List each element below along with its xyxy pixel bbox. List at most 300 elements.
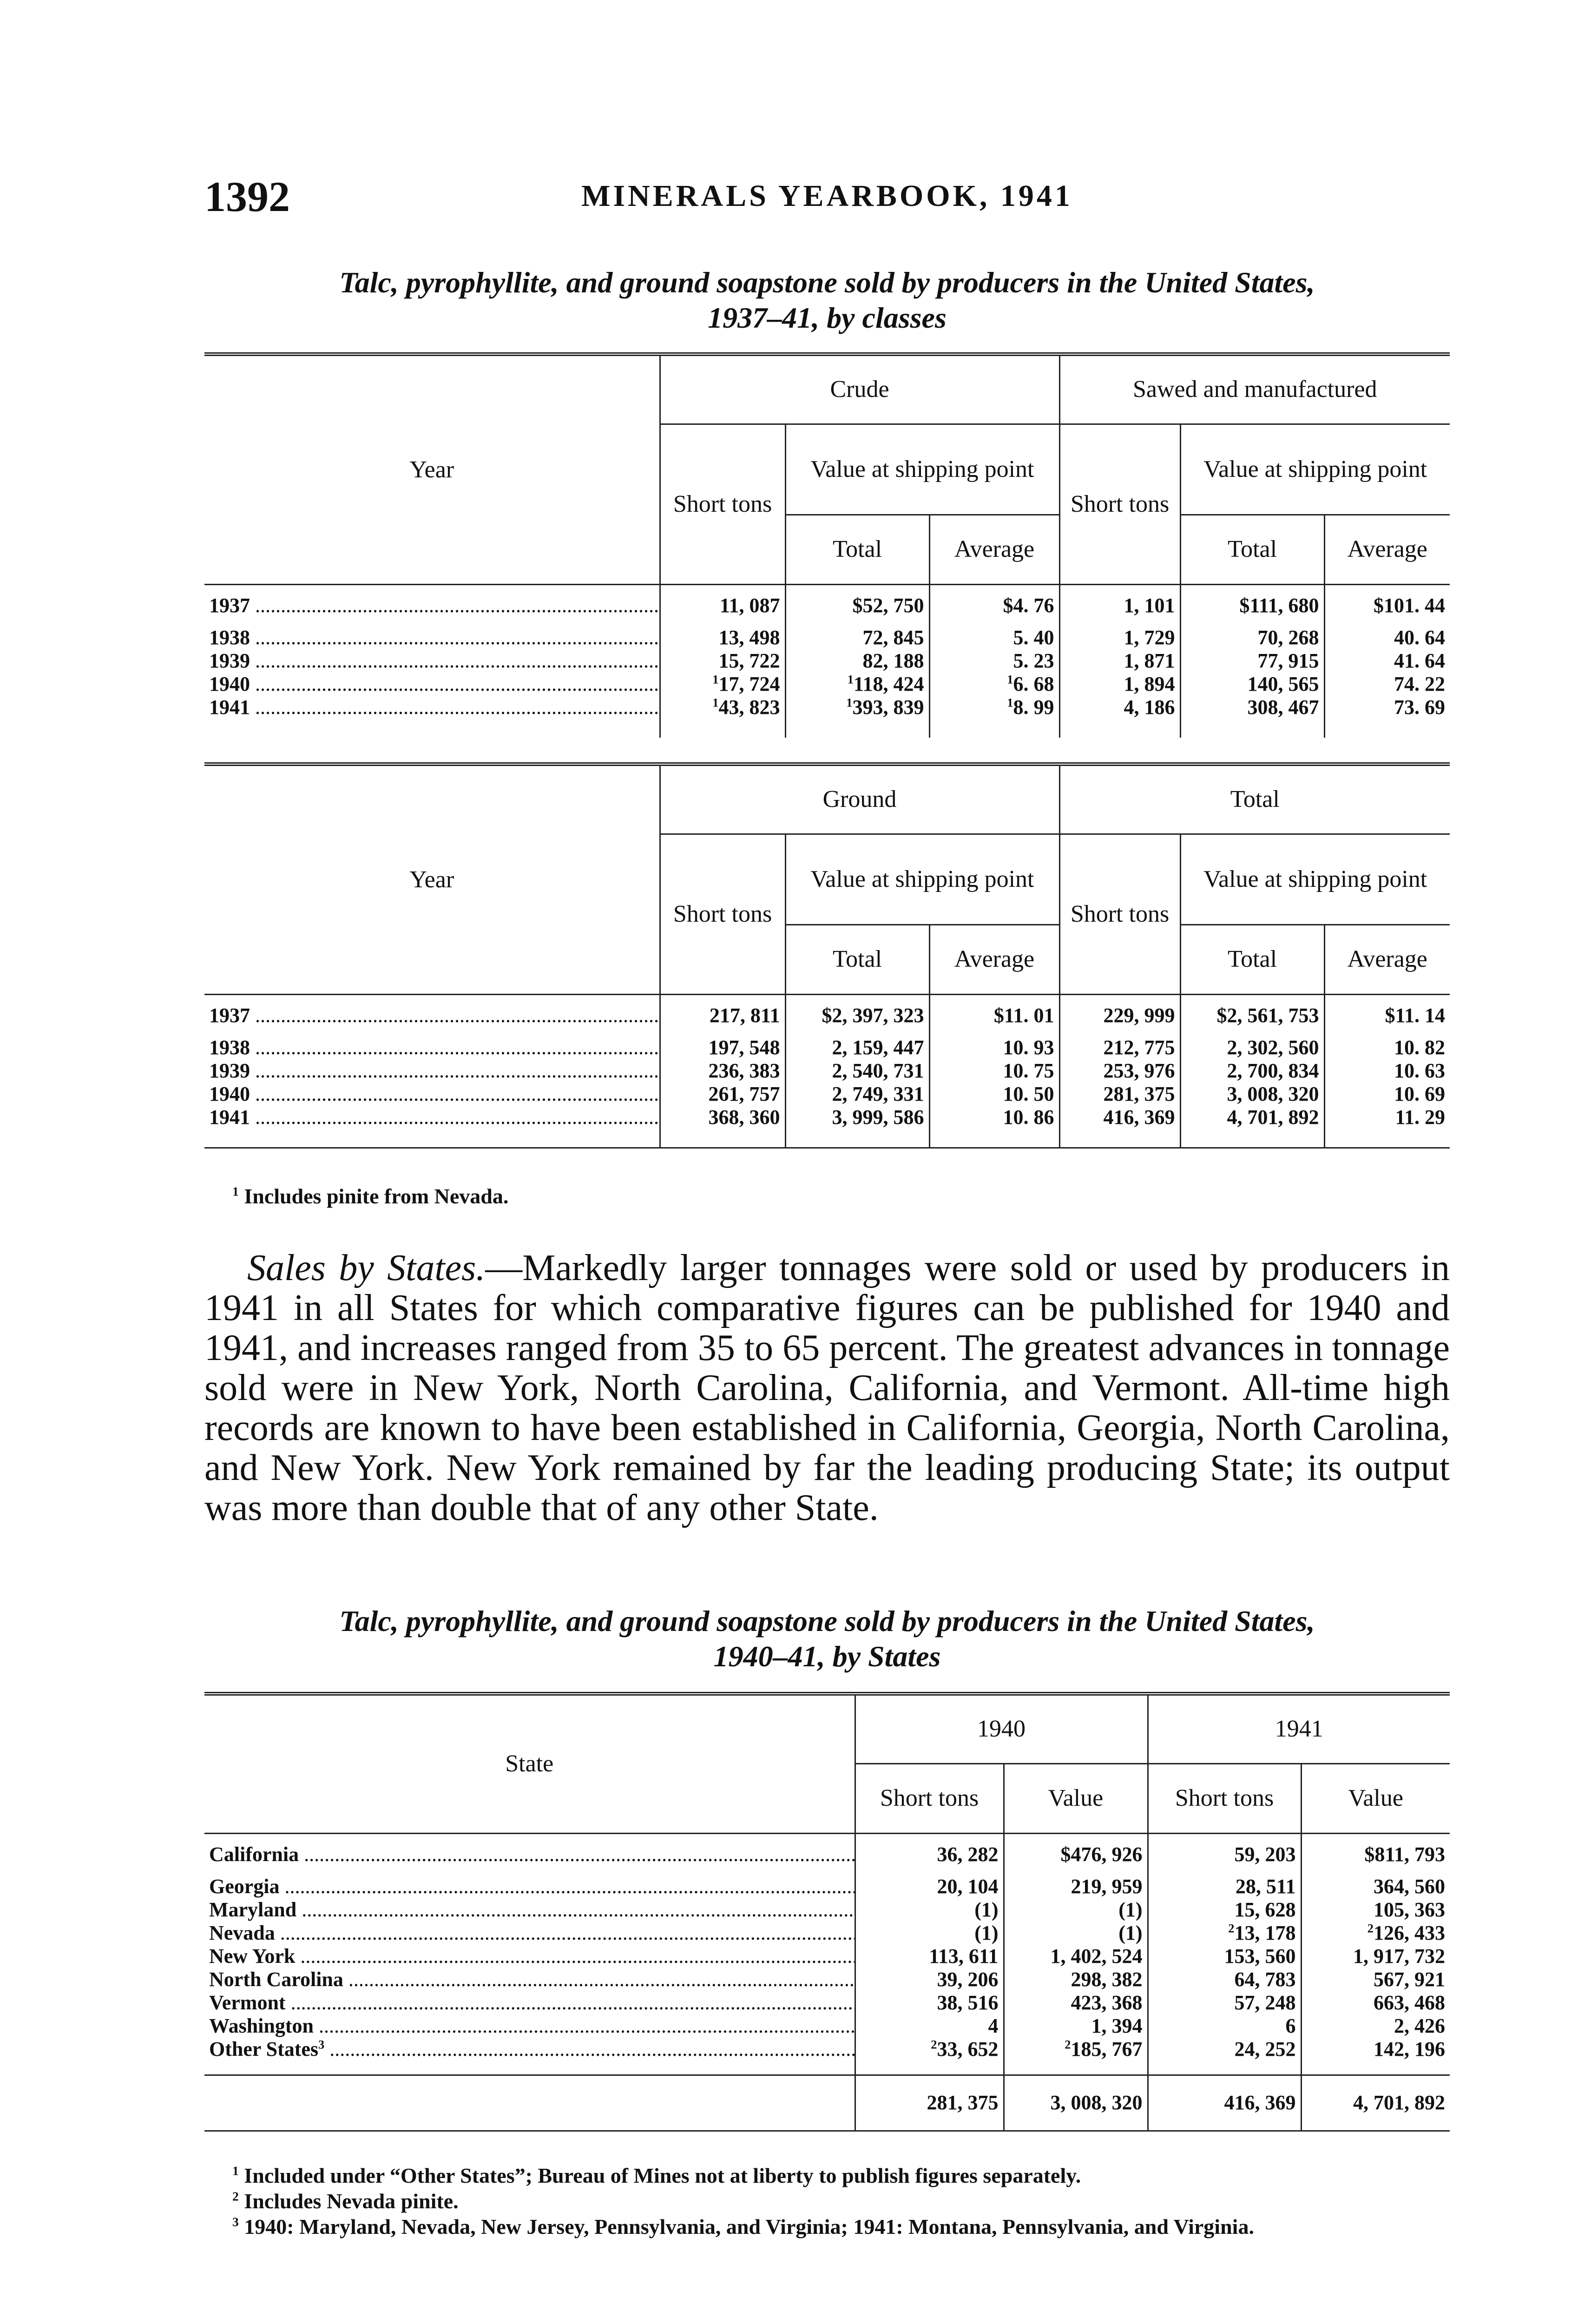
crude-total-cell-footnote-mark: 1 — [847, 672, 854, 687]
value-1941-cell — [1301, 2038, 1450, 2061]
year-cell-text: 1939 — [209, 649, 250, 672]
sawed-total-cell — [1180, 649, 1324, 673]
year-cell-text: 1940 — [209, 1083, 250, 1105]
sawed-group-header: Sawed and manufactured — [1059, 354, 1450, 424]
total-tons-1941: 416, 369 — [1148, 2075, 1301, 2131]
total-avg-cell-value: $11. 14 — [1385, 1004, 1446, 1027]
value-1940-cell-value: $476, 926 — [1060, 1842, 1143, 1866]
state-cell-label — [209, 1945, 855, 1967]
tons-1941-cell — [1148, 1921, 1301, 1945]
footnote-text: 1940: Maryland, Nevada, New Jersey, Pennsylvania, and Virginia; 1941: Montana, Pennsylvania, and Virginia. — [244, 2215, 1254, 2238]
crude-total-header: Total — [785, 515, 929, 584]
state-cell — [204, 2038, 855, 2061]
ground-total-cell — [785, 1036, 929, 1059]
value-1940-cell-footnote-mark: 2 — [1065, 2037, 1071, 2052]
crude-total-cell-value: 82, 188 — [862, 649, 924, 672]
year-cell-label — [209, 626, 660, 649]
tons-1940-cell-value: 113, 611 — [929, 1945, 999, 1967]
table2-row — [204, 1968, 1450, 1991]
table1a-row — [204, 673, 1450, 696]
value-1940-cell — [1004, 2014, 1148, 2038]
total-tons-cell — [1059, 994, 1180, 1036]
sawed-total-header: Total — [1180, 515, 1324, 584]
tons-1941-cell — [1148, 2038, 1301, 2061]
year-cell-text: 1940 — [209, 673, 250, 695]
footnote-text: Includes pinite from Nevada. — [244, 1184, 509, 1208]
table1a-row — [204, 649, 1450, 673]
table1b-spacer — [204, 1129, 1450, 1148]
year-cell-label — [209, 1106, 660, 1129]
table1-caption-line2: 1937–41, by classes — [708, 301, 947, 334]
year-cell-label — [209, 696, 660, 719]
value-1941-cell-value: 364, 560 — [1374, 1875, 1445, 1898]
state-cell — [204, 1968, 855, 1991]
crude-avg-cell — [929, 696, 1059, 719]
state-cell-footnote-mark: 3 — [318, 2038, 325, 2052]
crude-avg-cell-value: 5. 40 — [1013, 626, 1054, 649]
sawed-tons-cell-value: 1, 101 — [1124, 594, 1175, 617]
tons-1940-cell-value: 39, 206 — [937, 1968, 999, 1991]
total-avg-cell — [1324, 994, 1450, 1036]
ground-tons-cell — [660, 1106, 785, 1129]
sawed-tons-cell-value: 1, 729 — [1124, 626, 1175, 649]
ground-avg-cell-value: 10. 50 — [1003, 1083, 1054, 1105]
value-1940-cell-value: (1) — [1118, 1898, 1143, 1921]
table2-caption — [204, 1604, 1450, 1674]
state-cell-label — [209, 2038, 855, 2060]
tons-1941-cell — [1148, 1898, 1301, 1921]
sawed-avg-cell — [1324, 584, 1450, 626]
year-cell — [204, 994, 660, 1036]
value-1941-cell — [1301, 1945, 1450, 1968]
sawed-avg-cell — [1324, 673, 1450, 696]
crude-avg-cell-value: 8. 99 — [1013, 696, 1054, 719]
total-tons-1940: 281, 375 — [855, 2075, 1004, 2131]
sawed-tons-cell-value: 4, 186 — [1124, 696, 1175, 719]
tons-1941-cell — [1148, 1968, 1301, 1991]
sales-by-states-paragraph — [204, 1248, 1450, 1528]
tons-1941-cell-value: 24, 252 — [1234, 2038, 1296, 2060]
total-total-cell — [1180, 1106, 1324, 1129]
crude-tons-cell-value: 17, 724 — [718, 673, 780, 695]
year-cell-label — [209, 594, 660, 617]
tons-1941-cell — [1148, 1833, 1301, 1875]
crude-avg-cell-footnote-mark: 1 — [1007, 695, 1013, 710]
table1b-row — [204, 1036, 1450, 1059]
year-cell-label — [209, 1059, 660, 1082]
year-cell — [204, 1083, 660, 1106]
ground-tons-cell-value: 236, 383 — [708, 1059, 780, 1082]
ground-tons-cell-value: 261, 757 — [708, 1083, 780, 1105]
sawed-tons-cell — [1059, 696, 1180, 719]
ground-avg-cell-value: 10. 93 — [1003, 1036, 1054, 1059]
sawed-tons-cell — [1059, 673, 1180, 696]
tons-1940-cell — [855, 1991, 1004, 2014]
value-1940-cell-value: 423, 368 — [1071, 1991, 1143, 2014]
total-avg-cell — [1324, 1083, 1450, 1106]
year-cell-label — [209, 1036, 660, 1059]
year-cell-text: 1938 — [209, 1036, 250, 1059]
state-cell-text: Vermont — [209, 1991, 286, 2014]
total-average-header: Average — [1324, 924, 1450, 994]
crude-avg-cell-value: 6. 68 — [1013, 673, 1054, 695]
sawed-avg-cell — [1324, 696, 1450, 719]
state-cell-label — [209, 1843, 855, 1866]
ground-tons-cell-value: 217, 811 — [709, 1004, 780, 1027]
crude-total-cell-value: $52, 750 — [852, 594, 924, 617]
table1-footnote — [232, 1184, 508, 1208]
ground-total-cell-value: 2, 540, 731 — [832, 1059, 924, 1082]
sawed-avg-cell-value: 74. 22 — [1394, 673, 1446, 695]
state-cell-text: California — [209, 1842, 299, 1866]
value-1941-header: Value — [1301, 1763, 1450, 1833]
tons-1941-cell — [1148, 1875, 1301, 1898]
year-cell-text: 1937 — [209, 594, 250, 617]
crude-tons-cell — [660, 696, 785, 719]
ground-avg-cell-value: 10. 86 — [1003, 1106, 1054, 1129]
crude-total-cell — [785, 696, 929, 719]
total-total-cell — [1180, 1083, 1324, 1106]
value-1941-cell-value: 142, 196 — [1374, 2038, 1445, 2060]
value-1941-cell — [1301, 1991, 1450, 2014]
total-total-cell-value: 2, 700, 834 — [1227, 1059, 1319, 1082]
total-tons-cell-value: 229, 999 — [1103, 1004, 1175, 1027]
total-tons-cell-value: 416, 369 — [1103, 1106, 1175, 1129]
table2-row — [204, 1921, 1450, 1945]
ground-tons-cell — [660, 1059, 785, 1083]
tons-1941-header: Short tons — [1148, 1763, 1301, 1833]
tons-1941-cell-value: 13, 178 — [1234, 1921, 1296, 1944]
tons-1940-cell-value: 38, 516 — [937, 1991, 999, 2014]
tons-1940-header: Short tons — [855, 1763, 1004, 1833]
total-total-cell-value: 4, 701, 892 — [1227, 1106, 1319, 1129]
total-tons-cell-value: 212, 775 — [1103, 1036, 1175, 1059]
total-total-cell-value: 3, 008, 320 — [1227, 1083, 1319, 1105]
state-cell-label — [209, 1875, 855, 1898]
year-cell-label — [209, 649, 660, 672]
sawed-avg-cell-value: 73. 69 — [1394, 696, 1446, 719]
table2-footnote — [204, 2215, 1422, 2239]
crude-total-cell-value: 118, 424 — [853, 673, 924, 695]
total-row-stub — [204, 2075, 855, 2131]
value-1940-cell-value: 185, 767 — [1071, 2038, 1143, 2060]
crude-tons-cell — [660, 626, 785, 649]
table1b-row — [204, 1106, 1450, 1129]
crude-tons-cell-value: 15, 722 — [718, 649, 780, 672]
sawed-avg-cell-value: 40. 64 — [1394, 626, 1446, 649]
table2-caption-line1: Talc, pyrophyllite, and ground soapstone sold by producers in the United States, — [339, 1604, 1315, 1637]
total-avg-cell — [1324, 1036, 1450, 1059]
ground-avg-cell — [929, 1036, 1059, 1059]
year-cell — [204, 673, 660, 696]
crude-tons-cell-value: 11, 087 — [719, 594, 780, 617]
table1-part-b — [204, 762, 1450, 1149]
ground-total-header: Total — [785, 924, 929, 994]
tons-1940-cell — [855, 1921, 1004, 1945]
ground-avg-cell-value: 10. 75 — [1003, 1059, 1054, 1082]
value-1940-cell — [1004, 1898, 1148, 1921]
tons-1941-cell-value: 64, 783 — [1234, 1968, 1296, 1991]
sawed-total-cell — [1180, 584, 1324, 626]
ground-avg-cell — [929, 994, 1059, 1036]
year-cell-label — [209, 1004, 660, 1027]
value-1940-header: Value — [1004, 1763, 1148, 1833]
ground-total-cell — [785, 994, 929, 1036]
table2-row — [204, 2038, 1450, 2061]
table1a-row — [204, 584, 1450, 626]
value-1941-cell — [1301, 1833, 1450, 1875]
crude-avg-cell-value: 5. 23 — [1013, 649, 1054, 672]
page-number: 1392 — [204, 173, 290, 220]
state-cell-label — [209, 1921, 855, 1944]
table2-row — [204, 1833, 1450, 1875]
crude-total-cell-value: 393, 839 — [852, 696, 924, 719]
table1b-row — [204, 994, 1450, 1036]
total-avg-cell — [1324, 1059, 1450, 1083]
crude-avg-cell — [929, 584, 1059, 626]
ground-avg-cell-value: $11. 01 — [993, 1004, 1054, 1027]
value-1941-cell — [1301, 1921, 1450, 1945]
ground-value-header: Value at shipping point — [785, 834, 1059, 924]
ground-tons-cell — [660, 994, 785, 1036]
crude-total-cell — [785, 673, 929, 696]
ground-total-cell-value: 3, 999, 586 — [832, 1106, 924, 1129]
total-avg-cell-value: 11. 29 — [1395, 1106, 1446, 1129]
table2-row — [204, 1991, 1450, 2014]
state-cell — [204, 1898, 855, 1921]
ground-short-tons-header: Short tons — [660, 834, 785, 994]
crude-total-cell-value: 72, 845 — [862, 626, 924, 649]
year-header: Year — [204, 354, 660, 584]
crude-avg-cell — [929, 649, 1059, 673]
table2-footnote — [232, 2164, 1450, 2188]
state-cell — [204, 1833, 855, 1875]
crude-total-cell — [785, 649, 929, 673]
tons-1941-cell — [1148, 2014, 1301, 2038]
year-cell — [204, 626, 660, 649]
total-avg-cell — [1324, 1106, 1450, 1129]
table2 — [204, 1692, 1450, 2132]
ground-avg-cell — [929, 1083, 1059, 1106]
table2-spacer — [204, 2061, 1450, 2075]
state-header: State — [204, 1694, 855, 1833]
crude-total-cell — [785, 626, 929, 649]
crude-tons-cell — [660, 649, 785, 673]
sawed-tons-cell — [1059, 584, 1180, 626]
total-avg-cell-value: 10. 69 — [1394, 1083, 1446, 1105]
value-1941-cell-footnote-mark: 2 — [1367, 1921, 1374, 1935]
value-1940-cell-value: 1, 402, 524 — [1050, 1945, 1143, 1967]
footnote-mark: 3 — [232, 2214, 239, 2229]
total-tons-cell-value: 253, 976 — [1103, 1059, 1175, 1082]
table1a-spacer — [204, 719, 1450, 738]
crude-group-header: Crude — [660, 354, 1059, 424]
ground-total-cell-value: 2, 749, 331 — [832, 1083, 924, 1105]
value-1941-cell-value: 1, 917, 732 — [1353, 1945, 1445, 1967]
footnote-mark: 2 — [232, 2189, 239, 2204]
total-avg-cell-value: 10. 63 — [1394, 1059, 1446, 1082]
ground-total-cell — [785, 1083, 929, 1106]
sawed-short-tons-header: Short tons — [1059, 424, 1180, 584]
state-cell-text: Nevada — [209, 1921, 275, 1944]
value-1941-cell-value: $811, 793 — [1364, 1842, 1445, 1866]
tons-1940-cell — [855, 1833, 1004, 1875]
sawed-avg-cell-value: $101. 44 — [1374, 594, 1446, 617]
tons-1941-cell-value: 153, 560 — [1224, 1945, 1296, 1967]
footnote-text: Includes Nevada pinite. — [244, 2189, 459, 2213]
tons-1940-cell-value: 20, 104 — [937, 1875, 999, 1898]
paragraph-lead: Sales by States. — [247, 1248, 486, 1288]
tons-1941-cell — [1148, 1945, 1301, 1968]
crude-tons-cell-footnote-mark: 1 — [712, 695, 719, 710]
ground-tons-cell — [660, 1036, 785, 1059]
table2-footnote — [232, 2189, 1450, 2213]
page-header — [204, 172, 1450, 228]
sawed-tons-cell-value: 1, 871 — [1124, 649, 1175, 672]
table1-part-a — [204, 352, 1450, 738]
tons-1940-cell — [855, 1898, 1004, 1921]
table1-caption-line1: Talc, pyrophyllite, and ground soapstone sold by producers in the United States, — [339, 266, 1315, 299]
running-title: MINERALS YEARBOOK, 1941 — [581, 179, 1073, 213]
crude-total-cell-footnote-mark: 1 — [846, 695, 853, 710]
value-1941-cell-value: 2, 426 — [1394, 2014, 1445, 2037]
state-cell-text: North Carolina — [209, 1968, 343, 1991]
ground-tons-cell — [660, 1083, 785, 1106]
ground-tons-cell-value: 368, 360 — [708, 1106, 780, 1129]
crude-value-header: Value at shipping point — [785, 424, 1059, 515]
value-1940-cell-value: 219, 959 — [1071, 1875, 1143, 1898]
table1b-row — [204, 1083, 1450, 1106]
total-total-cell — [1180, 1036, 1324, 1059]
crude-tons-cell-value: 13, 498 — [718, 626, 780, 649]
sawed-avg-cell — [1324, 649, 1450, 673]
sawed-avg-cell-value: 41. 64 — [1394, 649, 1446, 672]
total-short-tons-header: Short tons — [1059, 834, 1180, 994]
tons-1940-cell — [855, 2038, 1004, 2061]
tons-1940-cell-value: 33, 652 — [937, 2038, 999, 2060]
value-1940-cell-value: 1, 394 — [1091, 2014, 1143, 2037]
year-cell-text: 1941 — [209, 696, 250, 719]
value-1941-cell — [1301, 1875, 1450, 1898]
sawed-total-cell-value: 308, 467 — [1247, 696, 1319, 719]
table1a-row — [204, 696, 1450, 719]
value-1940-cell — [1004, 1945, 1148, 1968]
year-cell-text: 1938 — [209, 626, 250, 649]
crude-avg-cell — [929, 626, 1059, 649]
crude-tons-cell-footnote-mark: 1 — [712, 672, 719, 687]
tons-1941-cell — [1148, 1991, 1301, 2014]
crude-avg-cell-footnote-mark: 1 — [1007, 672, 1013, 687]
tons-1941-cell-footnote-mark: 2 — [1228, 1921, 1235, 1935]
value-1940-cell — [1004, 1991, 1148, 2014]
total-total-header: Total — [1180, 924, 1324, 994]
value-1941-cell-value: 105, 363 — [1374, 1898, 1445, 1921]
ground-average-header: Average — [929, 924, 1059, 994]
total-avg-cell-value: 10. 82 — [1394, 1036, 1446, 1059]
year-cell — [204, 584, 660, 626]
tons-1940-cell-value: 4 — [988, 2014, 999, 2037]
state-cell-text: Georgia — [209, 1875, 280, 1898]
tons-1940-cell-value: (1) — [974, 1921, 999, 1944]
crude-average-header: Average — [929, 515, 1059, 584]
sawed-avg-cell — [1324, 626, 1450, 649]
sawed-value-header: Value at shipping point — [1180, 424, 1450, 515]
tons-1940-cell — [855, 2014, 1004, 2038]
total-tons-cell — [1059, 1059, 1180, 1083]
value-1941-cell — [1301, 1968, 1450, 1991]
total-value-1940: 3, 008, 320 — [1004, 2075, 1148, 2131]
total-tons-cell — [1059, 1106, 1180, 1129]
state-cell — [204, 1921, 855, 1945]
footnote-mark: 1 — [232, 1184, 239, 1199]
value-1940-cell — [1004, 1968, 1148, 1991]
tons-1940-cell-value: 36, 282 — [937, 1842, 999, 1866]
state-cell — [204, 1875, 855, 1898]
sawed-total-cell — [1180, 626, 1324, 649]
table1-caption — [204, 265, 1450, 336]
table2-caption-line2: 1940–41, by States — [713, 1640, 941, 1673]
tons-1941-cell-value: 28, 511 — [1235, 1875, 1296, 1898]
tons-1940-cell — [855, 1945, 1004, 1968]
total-tons-cell-value: 281, 375 — [1103, 1083, 1175, 1105]
state-cell-text: Maryland — [209, 1898, 297, 1921]
year-cell-text: 1941 — [209, 1106, 250, 1129]
ground-total-cell-value: $2, 397, 323 — [822, 1004, 924, 1027]
tons-1940-cell — [855, 1875, 1004, 1898]
value-1940-cell-value: (1) — [1118, 1921, 1143, 1944]
total-group-header: Total — [1059, 764, 1450, 834]
tons-1941-cell-value: 6 — [1285, 2014, 1296, 2037]
table2-row — [204, 2014, 1450, 2038]
ground-total-cell-value: 2, 159, 447 — [832, 1036, 924, 1059]
total-value-header: Value at shipping point — [1180, 834, 1450, 924]
total-total-cell — [1180, 1059, 1324, 1083]
sawed-average-header: Average — [1324, 515, 1450, 584]
sawed-tons-cell — [1059, 649, 1180, 673]
table1b-row — [204, 1059, 1450, 1083]
value-1940-cell — [1004, 2038, 1148, 2061]
value-1940-cell — [1004, 1875, 1148, 1898]
sawed-total-cell-value: 77, 915 — [1257, 649, 1319, 672]
sawed-total-cell-value: $111, 680 — [1239, 594, 1319, 617]
crude-total-cell — [785, 584, 929, 626]
crude-avg-cell-value: $4. 76 — [1003, 594, 1054, 617]
state-cell-label — [209, 1968, 855, 1991]
crude-tons-cell-value: 43, 823 — [718, 696, 780, 719]
year-cell — [204, 1059, 660, 1083]
crude-avg-cell — [929, 673, 1059, 696]
sawed-total-cell-value: 140, 565 — [1247, 673, 1319, 695]
crude-short-tons-header: Short tons — [660, 424, 785, 584]
ground-avg-cell — [929, 1059, 1059, 1083]
state-cell-label — [209, 2014, 855, 2037]
table2-row — [204, 1898, 1450, 1921]
table2-row — [204, 1945, 1450, 1968]
value-1941-cell-value: 567, 921 — [1374, 1968, 1445, 1991]
year-cell-label — [209, 673, 660, 695]
ground-group-header: Ground — [660, 764, 1059, 834]
footnote-text: Included under “Other States”; Bureau of Mines not at liberty to publish figures separately. — [244, 2164, 1081, 2187]
value-1940-cell-value: 298, 382 — [1071, 1968, 1143, 1991]
state-cell-text: Washington — [209, 2014, 314, 2037]
state-cell — [204, 1991, 855, 2014]
value-1941-cell-value: 126, 433 — [1374, 1921, 1445, 1944]
tons-1940-cell-footnote-mark: 2 — [931, 2037, 937, 2052]
sawed-tons-cell-value: 1, 894 — [1124, 673, 1175, 695]
crude-tons-cell — [660, 673, 785, 696]
value-1940-cell — [1004, 1833, 1148, 1875]
year-1941-header: 1941 — [1148, 1694, 1450, 1763]
